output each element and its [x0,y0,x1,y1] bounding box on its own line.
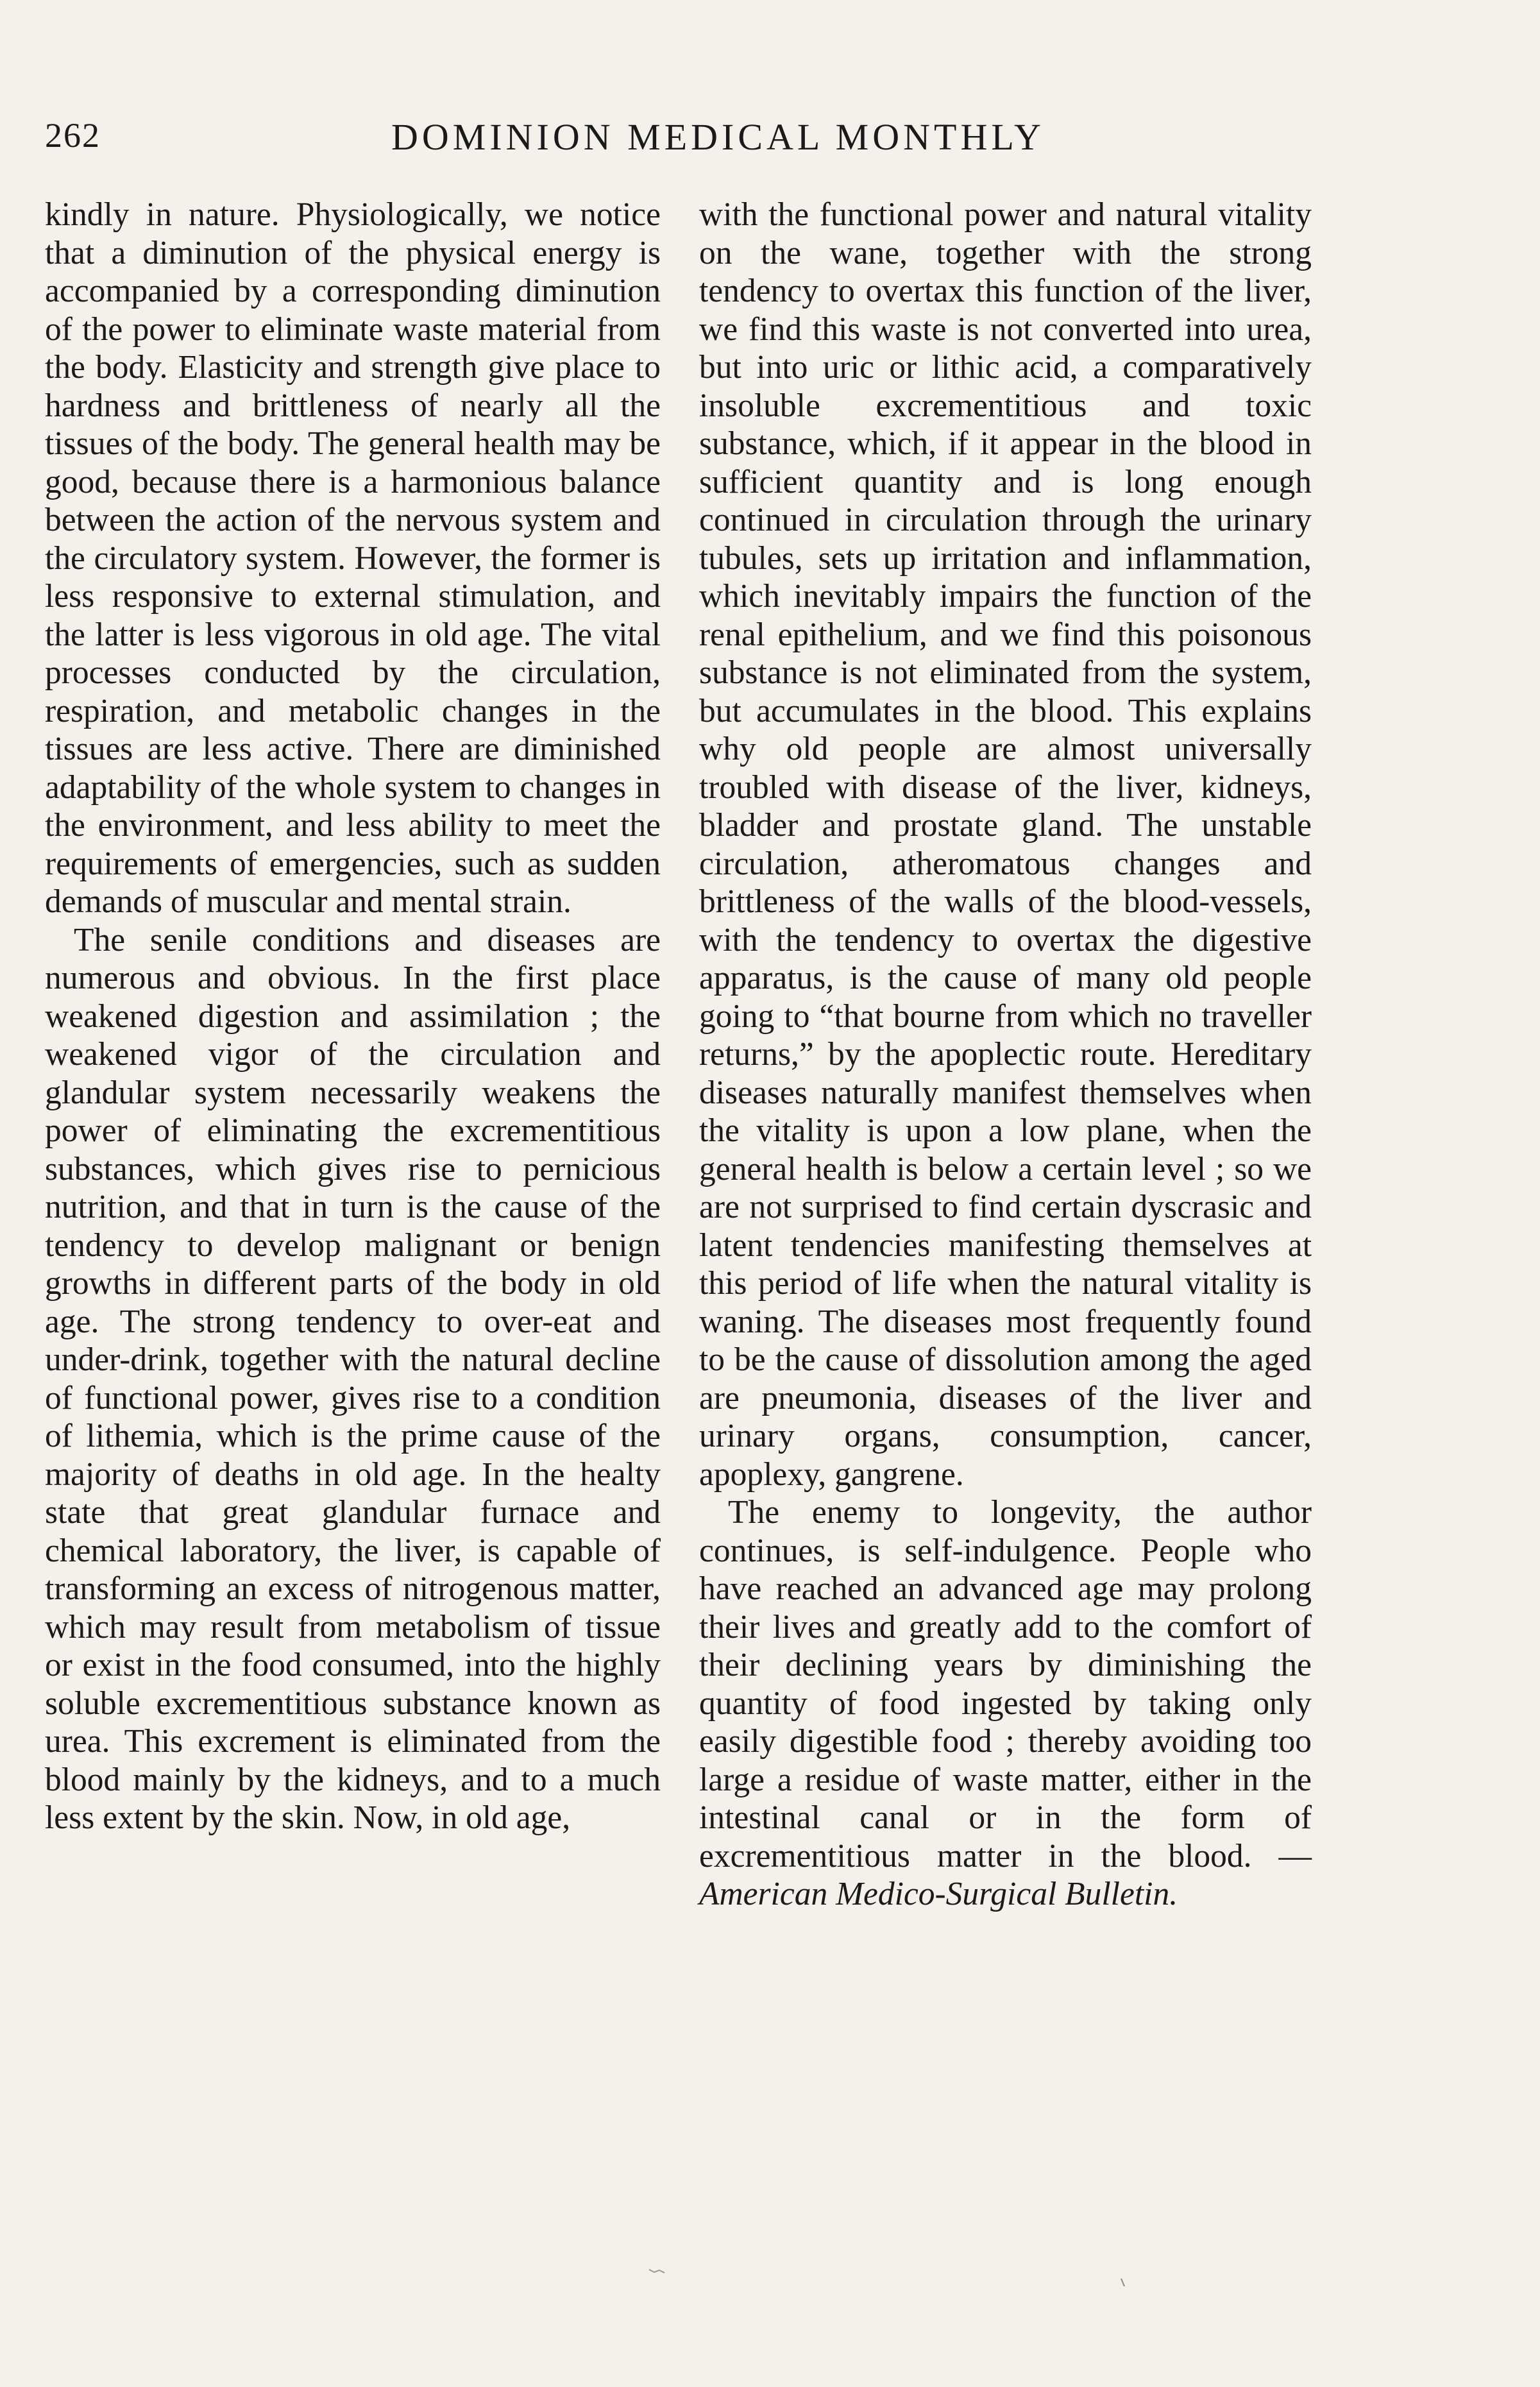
paragraph-left-1: kindly in nature. Physiologically, we notice that a diminution of the physical energy is accompanied by a corresponding diminution of the power to eliminate waste material from the body. Elasticity and strength give place to hardness and brittleness of nearly all the tissues of the body. The general health may be good, because there is a harmonious balance between the action of the nervous system and the circulatory system. However, the former is less responsive to external stimulation, and the latter is less vigorous in old age. The vital processes conducted by the circulation, respiration, and metabolic changes in the tissues are less active. There are diminished adaptability of the whole system to changes in the environment, and less ability to meet the requirements of emergencies, such as sudden demands of muscular and mental strain. [45,196,661,920]
paragraph-right-1: with the functional power and natural vitality on the wane, together with the strong tendency to overtax this function of the liver, we find this waste is not converted into urea, but into uric or lithic acid, a comparatively insoluble excrementitious and toxic substance, which, if it appear in the blood in sufficient quantity and is long enough continued in circulation through the urinary tubules, sets up irritation and inflammation, which inevitably impairs the function of the renal epithelium, and we find this poisonous substance is not eliminated from the system, but accumulates in the blood. This explains why old people are almost universally troubled with disease of the liver, kidneys, bladder and prostate gland. The unstable circulation, atheromatous changes and brittleness of the walls of the blood-vessels, with the tendency to overtax the digestive apparatus, is the cause of many old people going to “that bourne from which no traveller returns,” by the apoplectic route. Hereditary diseases naturally manifest themselves when the vitality is upon a low plane, when the general health is below a certain level ; so we are not surprised to find certain dyscrasic and latent tendencies manifesting themselves at this period of life when the natural vitality is waning. The diseases most frequently found to be the cause of dissolution among the aged are pneumonia, diseases of the liver and urinary organs, consumption, cancer, apoplexy, gangrene. [699,196,1312,1493]
scan-speck-mark [1119,2277,1127,2289]
page-header [45,115,1302,167]
paragraph-right-2 [699,1493,1312,1914]
right-column [699,196,1312,1914]
left-column [45,196,661,1837]
source-citation: American Medico-Surgical Bulletin. [699,1876,1178,1912]
scan-speck-mark [648,2264,667,2277]
paragraph-right-2-text: The enemy to longevity, the author continues, is self-indulgence. People who have reached an advanced age may prolong their lives and greatly add to the comfort of their declining years by diminishing the quantity of food ingested by taking only easily digestible food ; thereby avoiding too large a residue of waste matter, either in the intestinal canal or in the form of excrementitious matter in the blood. — [699,1494,1312,1874]
page-number: 262 [45,116,101,155]
paragraph-left-2: The senile conditions and diseases are numerous and obvious. In the first place weakened digestion and assimilation ; the weakened vigor of the circulation and glandular system necessarily weakens the power of eliminating the excrementitious substances, which gives rise to pernicious nutrition, and that in turn is the cause of the tendency to develop malignant or benign growths in different parts of the body in old age. The strong tendency to over-eat and under-drink, together with the natural decline of functional power, gives rise to a condition of lithemia, which is the prime cause of the majority of deaths in old age. In the healty state that great glandular furnace and chemical laboratory, the liver, is capable of transforming an excess of nitrogenous matter, which may result from metabolism of tissue or exist in the food consumed, into the highly soluble excrementitious substance known as urea. This excrement is eliminated from the blood mainly by the kidneys, and to a much less extent by the skin. Now, in old age, [45,921,661,1836]
running-head: DOMINION MEDICAL MONTHLY [391,116,1045,158]
